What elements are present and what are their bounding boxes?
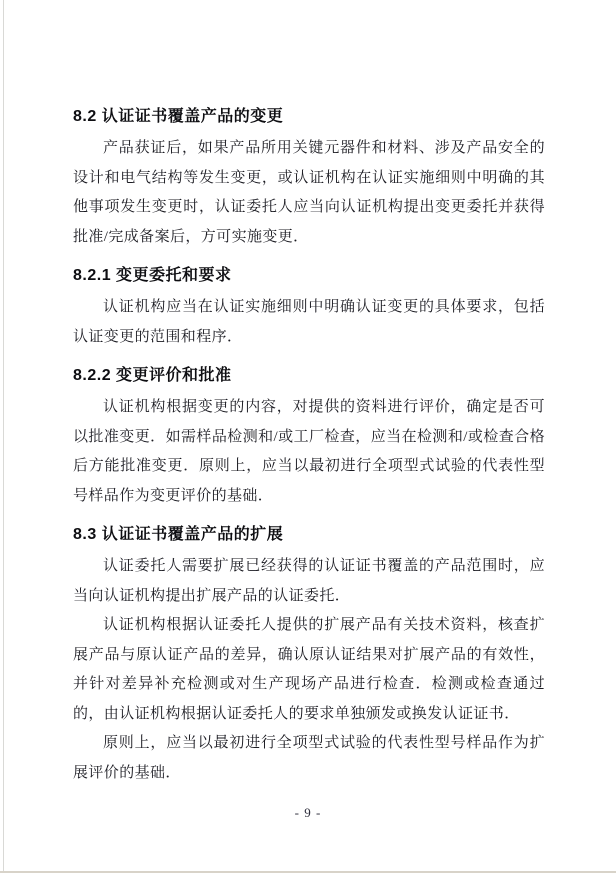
document-body: [73, 102, 545, 788]
paragraph-change-evaluation: 认证机构根据变更的内容，对提供的资料进行评价，确定是否可以批准变更．如需样品检测和/或工厂检查，应当在检测和/或检查合格后方能批准变更．原则上，应当以最初进行全项型式试验的代表性型号样品作为变更评价的基础．: [73, 399, 545, 504]
paragraph-extension-procedure: 认证机构根据认证委托人提供的扩展产品有关技术资料，核查扩展产品与原认证产品的差异，确认原认证结果对扩展产品的有效性，并针对差异补充检测或对生产现场产品进行检查．检测或检查通过的，由认证机构根据认证委托人的要求单独颁发或换发认证证书．: [73, 617, 545, 722]
section-heading-8-2: 8.2 认证证书覆盖产品的变更: [73, 108, 284, 125]
paragraph-change-requirements: 认证机构应当在认证实施细则中明确认证变更的具体要求，包括认证变更的范围和程序．: [73, 299, 545, 345]
paragraph-extension-intro: 认证委托人需要扩展已经获得的认证证书覆盖的产品范围时，应当向认证机构提出扩展产品的认证委托．: [73, 558, 545, 604]
section-heading-8-3: 8.3 认证证书覆盖产品的扩展: [73, 526, 284, 543]
paragraph-change-intro: 产品获证后，如果产品所用关键元器件和材料、涉及产品安全的设计和电气结构等发生变更，或认证机构在认证实施细则中明确的其他事项发生变更时，认证委托人应当向认证机构提出变更委托并获得批准/完成备案后，方可实施变更．: [73, 140, 545, 245]
page-number: - 9 -: [294, 805, 322, 820]
section-heading-8-2-1: 8.2.1 变更委托和要求: [73, 267, 232, 284]
page-left-edge: [3, 0, 4, 873]
section-heading-8-2-2: 8.2.2 变更评价和批准: [73, 367, 232, 384]
paragraph-extension-basis: 原则上，应当以最初进行全项型式试验的代表性型号样品作为扩展评价的基础．: [73, 735, 545, 781]
